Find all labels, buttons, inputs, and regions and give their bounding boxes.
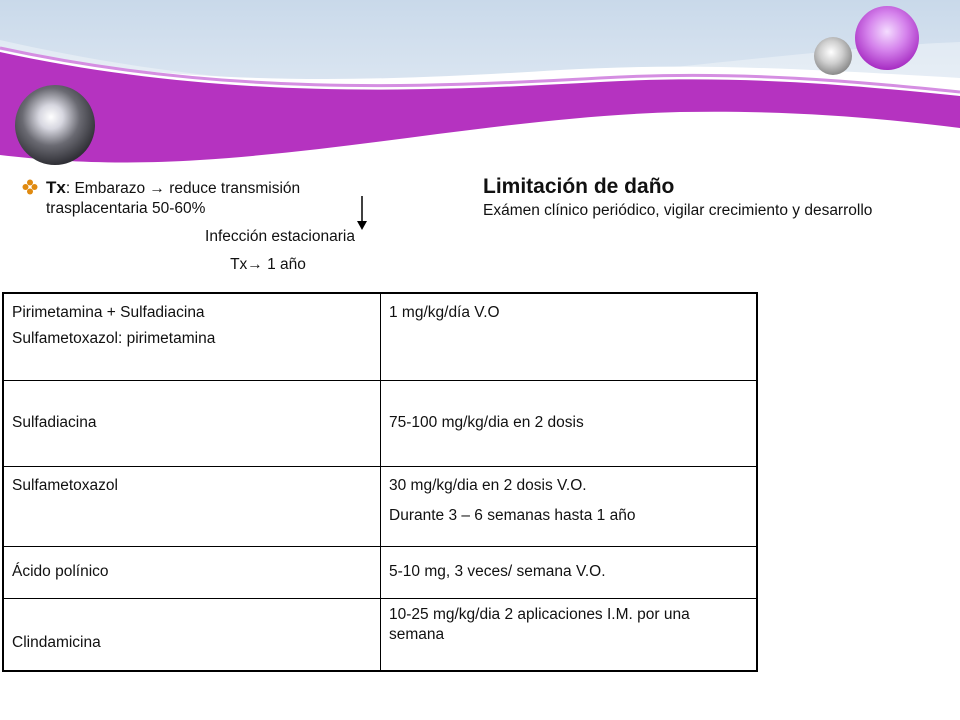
down-arrow-icon [355,196,369,232]
damage-limitation-title: Limitación de daño [483,175,675,198]
tx-duration [118,256,418,274]
table-row [3,380,757,466]
drug-name: Sulfametoxazol: pirimetamina [12,330,216,347]
table-row [3,293,757,380]
table-row [3,598,757,671]
drug-cell [3,466,381,546]
damage-limitation-subtitle: Exámen clínico periódico, vigilar crecimiento y desarrollo [483,202,873,219]
reduce-text: reduce transmisión trasplacentaria 50-60% [46,180,301,217]
drug-name: Ácido polínico [12,563,109,580]
drug-name: Pirimetamina + Sulfadiacina [12,304,205,321]
diamond-bullet-icon [22,179,38,195]
purple-orb-icon [855,6,919,70]
tx2-label: Tx [230,256,248,273]
dose-text: 30 mg/kg/dia en 2 dosis V.O. [389,476,587,494]
drug-cell [3,598,381,671]
header-banner [0,0,960,175]
dose-text: 10-25 mg/kg/dia 2 aplicaciones I.M. por una semana [389,605,690,643]
dose-cell [381,466,758,546]
drug-name: Sulfadiacina [12,414,97,431]
table-row [3,466,757,546]
embarazo-text: : Embarazo [65,180,150,197]
tx-label: Tx [46,178,66,197]
drug-name: Sulfametoxazol [12,476,118,494]
dose-cell [381,380,758,466]
drug-cell [3,546,381,598]
dose-cell [381,293,758,380]
dose-text: 75-100 mg/kg/dia en 2 dosis [389,414,584,431]
dose-cell [381,546,758,598]
treatment-text [46,178,376,219]
drug-cell [3,293,381,380]
dose-text: 5-10 mg, 3 veces/ semana V.O. [389,563,606,580]
gray-orb-icon [814,37,852,75]
tx2-duration: 1 año [262,256,306,273]
right-arrow-icon: → [149,180,165,197]
dose-text: Durante 3 – 6 semanas hasta 1 año [389,506,636,524]
right-arrow-icon: → [247,256,263,273]
drug-cell [3,380,381,466]
infeccion-estacionaria: Infección estacionaria [205,228,355,245]
dark-orb-icon [15,85,95,165]
treatment-table [2,292,758,672]
dose-cell [381,598,758,671]
dose-text: 1 mg/kg/día V.O [389,304,500,321]
table-row [3,546,757,598]
damage-limitation-block [483,174,903,220]
drug-name: Clindamicina [12,634,101,651]
